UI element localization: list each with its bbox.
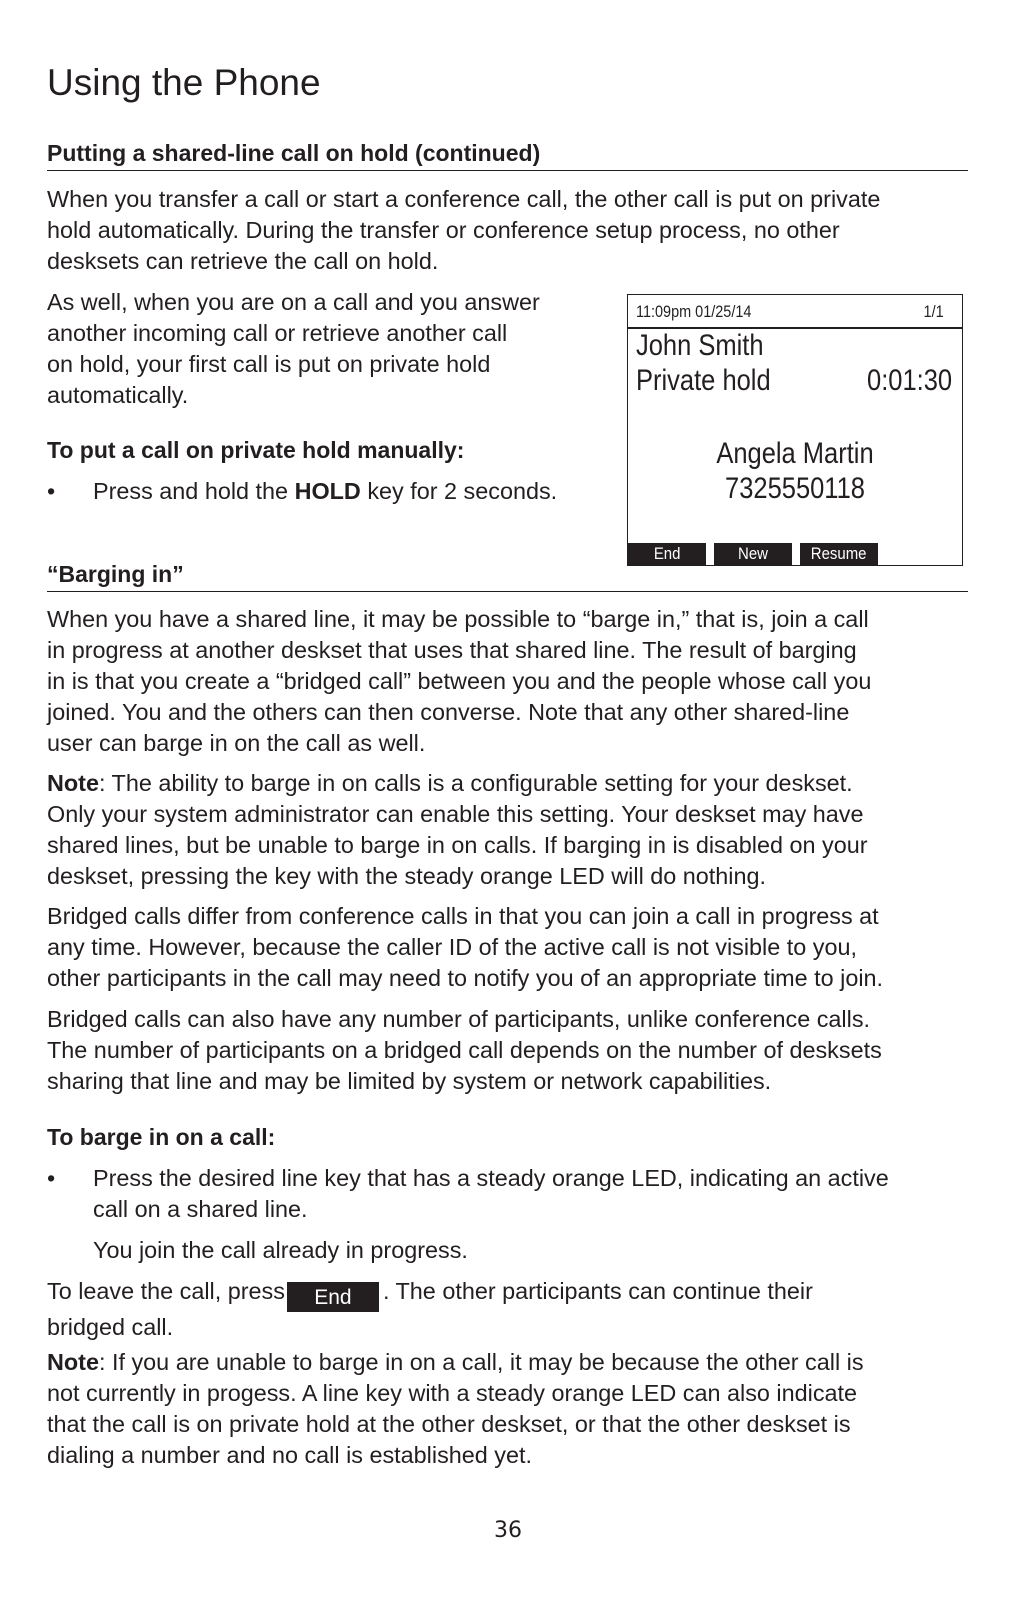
text-line: automatically. xyxy=(47,382,189,408)
softkey-resume-label: Resume xyxy=(811,544,867,563)
text-line: in progress at another deskset that uses that shared line. The result of barging xyxy=(47,637,857,663)
text-line: As well, when you are on a call and you answer xyxy=(47,289,540,315)
paragraph-bridged-participants xyxy=(47,1004,882,1097)
paragraph-bridged-vs-conference xyxy=(47,901,883,994)
text-line: desksets can retrieve the call on hold. xyxy=(47,248,439,274)
text-line: sharing that line and may be limited by system or network capabilities. xyxy=(47,1068,772,1094)
text-line: another incoming call or retrieve another call xyxy=(47,320,508,346)
text-line: joined. You and the others can then converse. Note that any other shared-line xyxy=(47,699,850,725)
text-line: on hold, your first call is put on private hold xyxy=(47,351,491,377)
text-line: Only your system administrator can enable this setting. Your deskset may have xyxy=(47,801,864,827)
text-line: Press the desired line key that has a steady orange LED, indicating an active xyxy=(93,1165,889,1191)
bullet-text-pre: Press and hold the xyxy=(93,478,295,504)
hold-key-label: HOLD xyxy=(294,478,361,504)
display-page-indicator: 1/1 xyxy=(923,302,944,321)
bullet-hold-key xyxy=(47,476,607,507)
text-line: not currently in progess. A line key with a steady orange LED can also indicate xyxy=(47,1380,858,1406)
note-barge-config xyxy=(47,768,868,892)
subheading-private-hold-manual: To put a call on private hold manually: xyxy=(47,437,465,463)
text-line: in is that you create a “bridged call” between you and the people whose call you xyxy=(47,668,872,694)
bullet-text xyxy=(93,1163,889,1225)
note-label: Note xyxy=(47,1349,99,1375)
text-line: The number of participants on a bridged call depends on the number of desksets xyxy=(47,1037,882,1063)
softkey-end-label: End xyxy=(653,544,681,563)
text-line: : The ability to barge in on calls is a configurable setting for your deskset. xyxy=(98,770,853,796)
subheading-barge-in: To barge in on a call: xyxy=(47,1124,276,1150)
text-line: deskset, pressing the key with the steady orange LED will do nothing. xyxy=(47,863,767,889)
text-line: Bridged calls can also have any number of participants, unlike conference calls. xyxy=(47,1006,871,1032)
display-call-timer: 0:01:30 xyxy=(866,364,952,397)
phone-display xyxy=(627,294,963,566)
text-line: hold automatically. During the transfer or conference setup process, no other xyxy=(47,217,840,243)
text-line: user can barge in on the call as well. xyxy=(47,730,426,756)
paragraph-transfer-hold xyxy=(47,184,880,277)
text-line: When you transfer a call or start a conference call, the other call is put on private xyxy=(47,186,881,212)
display-held-name: Angela Martin xyxy=(716,437,874,470)
text-line: . The other participants can continue their xyxy=(382,1278,813,1304)
paragraph-leave-call xyxy=(47,1276,813,1343)
display-datetime: 11:09pm 01/25/14 xyxy=(636,302,752,321)
bullet-text xyxy=(93,476,557,507)
paragraph-join-result: You join the call already in progress. xyxy=(93,1237,468,1263)
text-line: When you have a shared line, it may be possible to “barge in,” that is, join a call xyxy=(47,606,869,632)
text-line: that the call is on private hold at the other deskset, or that the other deskset is xyxy=(47,1411,851,1437)
section-heading-barging-in: “Barging in” xyxy=(47,561,968,592)
text-line: To leave the call, press xyxy=(47,1278,285,1304)
display-hold-status: Private hold xyxy=(636,364,771,397)
text-line: any time. However, because the caller ID of the active call is not visible to you, xyxy=(47,934,857,960)
section-heading-shared-line-hold: Putting a shared-line call on hold (continued) xyxy=(47,140,968,171)
display-held-number: 7325550118 xyxy=(725,472,865,505)
bullet-press-line-key xyxy=(47,1163,977,1225)
paragraph-barge-intro xyxy=(47,604,871,759)
bullet-dot: • xyxy=(47,478,56,504)
paragraph-private-hold-auto xyxy=(47,287,540,411)
text-line: Bridged calls differ from conference calls in that you can join a call in progress at xyxy=(47,903,879,929)
text-line: call on a shared line. xyxy=(93,1196,308,1222)
display-caller-name: John Smith xyxy=(636,329,764,362)
end-key: End xyxy=(287,1282,379,1312)
text-line: dialing a number and no call is established yet. xyxy=(47,1442,533,1468)
page-number: 36 xyxy=(494,1518,522,1543)
text-line: shared lines, but be unable to barge in on calls. If barging in is disabled on your xyxy=(47,832,868,858)
softkey-new-label: New xyxy=(738,544,768,563)
text-line: bridged call. xyxy=(47,1314,174,1340)
bullet-dot: • xyxy=(47,1165,56,1191)
note-barge-unable xyxy=(47,1347,864,1471)
text-line: other participants in the call may need to notify you of an appropriate time to join. xyxy=(47,965,884,991)
bullet-text-post: key for 2 seconds. xyxy=(360,478,558,504)
text-line: : If you are unable to barge in on a call, it may be because the other call is xyxy=(98,1349,864,1375)
note-label: Note xyxy=(47,770,99,796)
page-title: Using the Phone xyxy=(47,62,321,103)
display-status-bar xyxy=(628,295,962,329)
